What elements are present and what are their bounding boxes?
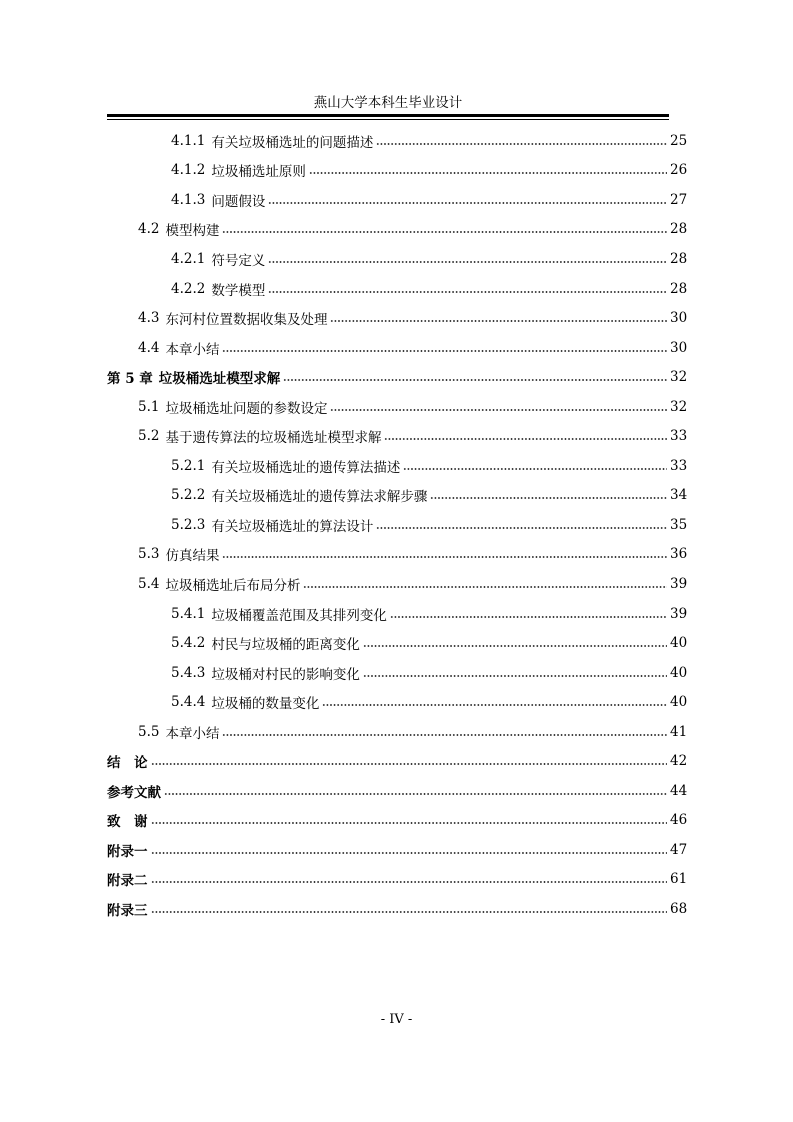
toc-entry-title: 有关垃圾桶选址的问题描述: [211, 134, 374, 151]
toc-dot-leader: [222, 734, 667, 736]
toc-entry[interactable]: [107, 510, 687, 540]
toc-entry[interactable]: [107, 333, 687, 363]
toc-entry[interactable]: [107, 156, 687, 186]
toc-dot-leader: [268, 261, 667, 263]
toc-entry-title: 垃圾桶的数量变化: [211, 696, 320, 713]
toc-entry[interactable]: [107, 481, 687, 511]
toc-entry-title: 本章小结: [165, 341, 220, 358]
toc-entry-number: 第 5 章: [107, 371, 153, 388]
toc-dot-leader: [384, 438, 667, 440]
toc-entry-page: 32: [670, 398, 688, 415]
toc-entry-page: 61: [670, 871, 688, 888]
toc-dot-leader: [151, 763, 668, 765]
toc-entry-number: 4.4: [138, 339, 160, 356]
toc-entry-page: 26: [670, 162, 688, 179]
toc-entry-page: 39: [670, 605, 688, 622]
toc-entry[interactable]: [107, 746, 687, 776]
toc-entry-page: 47: [670, 841, 688, 858]
toc-entry-page: 28: [670, 250, 688, 267]
toc-entry[interactable]: [107, 658, 687, 688]
toc-dot-leader: [303, 586, 667, 588]
toc-dot-leader: [330, 409, 667, 411]
toc-entry-number: 5.4.3: [171, 664, 206, 681]
toc-entry[interactable]: [107, 303, 687, 333]
toc-entry-page: 44: [670, 782, 688, 799]
toc-entry-title: 有关垃圾桶选址的遗传算法描述: [211, 459, 401, 476]
toc-entry-title: 垃圾桶选址后布局分析: [165, 577, 301, 594]
toc-entry-title: 模型构建: [165, 223, 220, 240]
toc-entry-page: 25: [670, 132, 688, 149]
toc-dot-leader: [403, 468, 667, 470]
toc-dot-leader: [222, 556, 667, 558]
toc-entry-page: 41: [670, 723, 688, 740]
toc-entry-number: 5.5: [138, 723, 160, 740]
toc-entry-page: 40: [670, 694, 688, 711]
header-rule-thin: [107, 119, 669, 120]
toc-entry-title: 垃圾桶覆盖范围及其排列变化: [211, 607, 387, 624]
toc-entry-page: 40: [670, 635, 688, 652]
toc-entry-page: 40: [670, 664, 688, 681]
toc-entry[interactable]: [107, 362, 687, 392]
toc-entry-number: 5.2.1: [171, 457, 206, 474]
toc-entry-page: 27: [670, 191, 688, 208]
toc-entry-title: 仿真结果: [165, 548, 220, 565]
page-number: - IV -: [380, 1012, 413, 1027]
toc-entry-title: 符号定义: [211, 252, 266, 269]
toc-dot-leader: [268, 291, 667, 293]
toc-entry-title: 数学模型: [211, 282, 266, 299]
header-rule-thick: [107, 114, 669, 117]
toc-entry-page: 28: [670, 221, 688, 238]
toc-dot-leader: [376, 527, 667, 529]
toc-entry-title: 村民与垃圾桶的距离变化: [211, 637, 360, 654]
toc-entry-title: 附录三: [107, 902, 148, 919]
toc-entry[interactable]: [107, 894, 687, 924]
toc-entry[interactable]: [107, 421, 687, 451]
toc-entry-page: 33: [670, 457, 688, 474]
toc-entry-title: 垃圾桶对村民的影响变化: [211, 666, 360, 683]
toc-dot-leader: [376, 143, 667, 145]
toc-entry-title: 结 论: [107, 755, 148, 772]
toc-entry[interactable]: [107, 628, 687, 658]
toc-entry[interactable]: [107, 185, 687, 215]
toc-dot-leader: [283, 379, 667, 381]
toc-entry-number: 5.1: [138, 398, 160, 415]
toc-entry-number: 4.1.3: [171, 191, 206, 208]
toc-dot-leader: [363, 675, 667, 677]
toc-entry-number: 5.3: [138, 546, 160, 563]
toc-entry[interactable]: [107, 451, 687, 481]
toc-entry-title: 垃圾桶选址模型求解: [158, 371, 281, 388]
toc-dot-leader: [151, 852, 668, 854]
table-of-contents: [107, 126, 687, 924]
toc-dot-leader: [309, 172, 667, 174]
toc-entry[interactable]: [107, 126, 687, 156]
toc-dot-leader: [164, 793, 667, 795]
toc-entry-title: 附录一: [107, 843, 148, 860]
toc-entry-title: 垃圾桶选址问题的参数设定: [165, 400, 328, 417]
toc-entry-page: 30: [670, 310, 688, 327]
toc-entry-title: 东河村位置数据收集及处理: [165, 312, 328, 329]
toc-entry-page: 28: [670, 280, 688, 297]
toc-entry[interactable]: [107, 540, 687, 570]
toc-entry-title: 有关垃圾桶选址的遗传算法求解步骤: [211, 489, 428, 506]
toc-entry-number: 4.2: [138, 221, 160, 238]
toc-entry-number: 5.2: [138, 428, 160, 445]
toc-entry-title: 垃圾桶选址原则: [211, 164, 306, 181]
toc-entry-page: 46: [670, 812, 688, 829]
toc-entry-number: 4.1.1: [171, 132, 206, 149]
toc-entry[interactable]: [107, 569, 687, 599]
toc-entry[interactable]: [107, 392, 687, 422]
toc-dot-leader: [151, 881, 668, 883]
toc-dot-leader: [151, 911, 668, 913]
toc-dot-leader: [430, 497, 667, 499]
toc-entry-page: 42: [670, 753, 688, 770]
toc-entry[interactable]: [107, 215, 687, 245]
toc-dot-leader: [268, 202, 667, 204]
toc-entry-title: 参考文献: [107, 784, 161, 801]
toc-entry-title: 基于遗传算法的垃圾桶选址模型求解: [165, 430, 382, 447]
toc-dot-leader: [363, 645, 667, 647]
toc-entry-number: 5.4: [138, 575, 160, 592]
toc-dot-leader: [151, 822, 668, 824]
toc-entry-title: 附录二: [107, 873, 148, 890]
toc-entry[interactable]: [107, 717, 687, 747]
toc-dot-leader: [222, 350, 667, 352]
toc-entry[interactable]: [107, 244, 687, 274]
toc-entry-number: 5.2.2: [171, 487, 206, 504]
toc-entry[interactable]: [107, 599, 687, 629]
toc-dot-leader: [390, 616, 667, 618]
toc-entry-number: 4.1.2: [171, 162, 206, 179]
toc-entry-page: 33: [670, 428, 688, 445]
toc-entry-page: 68: [670, 900, 688, 917]
toc-entry-number: 4.2.2: [171, 280, 206, 297]
toc-entry-page: 30: [670, 339, 688, 356]
toc-dot-leader: [330, 320, 667, 322]
toc-entry[interactable]: [107, 865, 687, 895]
toc-entry[interactable]: [107, 806, 687, 836]
toc-entry-number: 5.4.4: [171, 694, 206, 711]
toc-entry-title: 本章小结: [165, 725, 220, 742]
toc-entry-number: 4.2.1: [171, 250, 206, 267]
toc-entry-page: 35: [670, 516, 688, 533]
toc-entry-page: 36: [670, 546, 688, 563]
toc-dot-leader: [322, 704, 667, 706]
page-header-title: 燕山大学本科生毕业设计: [313, 95, 463, 111]
toc-entry-number: 5.2.3: [171, 516, 206, 533]
toc-entry-page: 32: [670, 369, 688, 386]
toc-dot-leader: [222, 231, 667, 233]
toc-entry-number: 5.4.1: [171, 605, 206, 622]
toc-entry-page: 34: [670, 487, 688, 504]
toc-entry-number: 5.4.2: [171, 635, 206, 652]
toc-entry[interactable]: [107, 687, 687, 717]
toc-entry[interactable]: [107, 274, 687, 304]
toc-entry[interactable]: [107, 776, 687, 806]
toc-entry-title: 问题假设: [211, 193, 266, 210]
toc-entry-title: 致 谢: [107, 814, 148, 831]
toc-entry[interactable]: [107, 835, 687, 865]
toc-entry-title: 有关垃圾桶选址的算法设计: [211, 518, 374, 535]
toc-entry-page: 39: [670, 575, 688, 592]
toc-entry-number: 4.3: [138, 310, 160, 327]
